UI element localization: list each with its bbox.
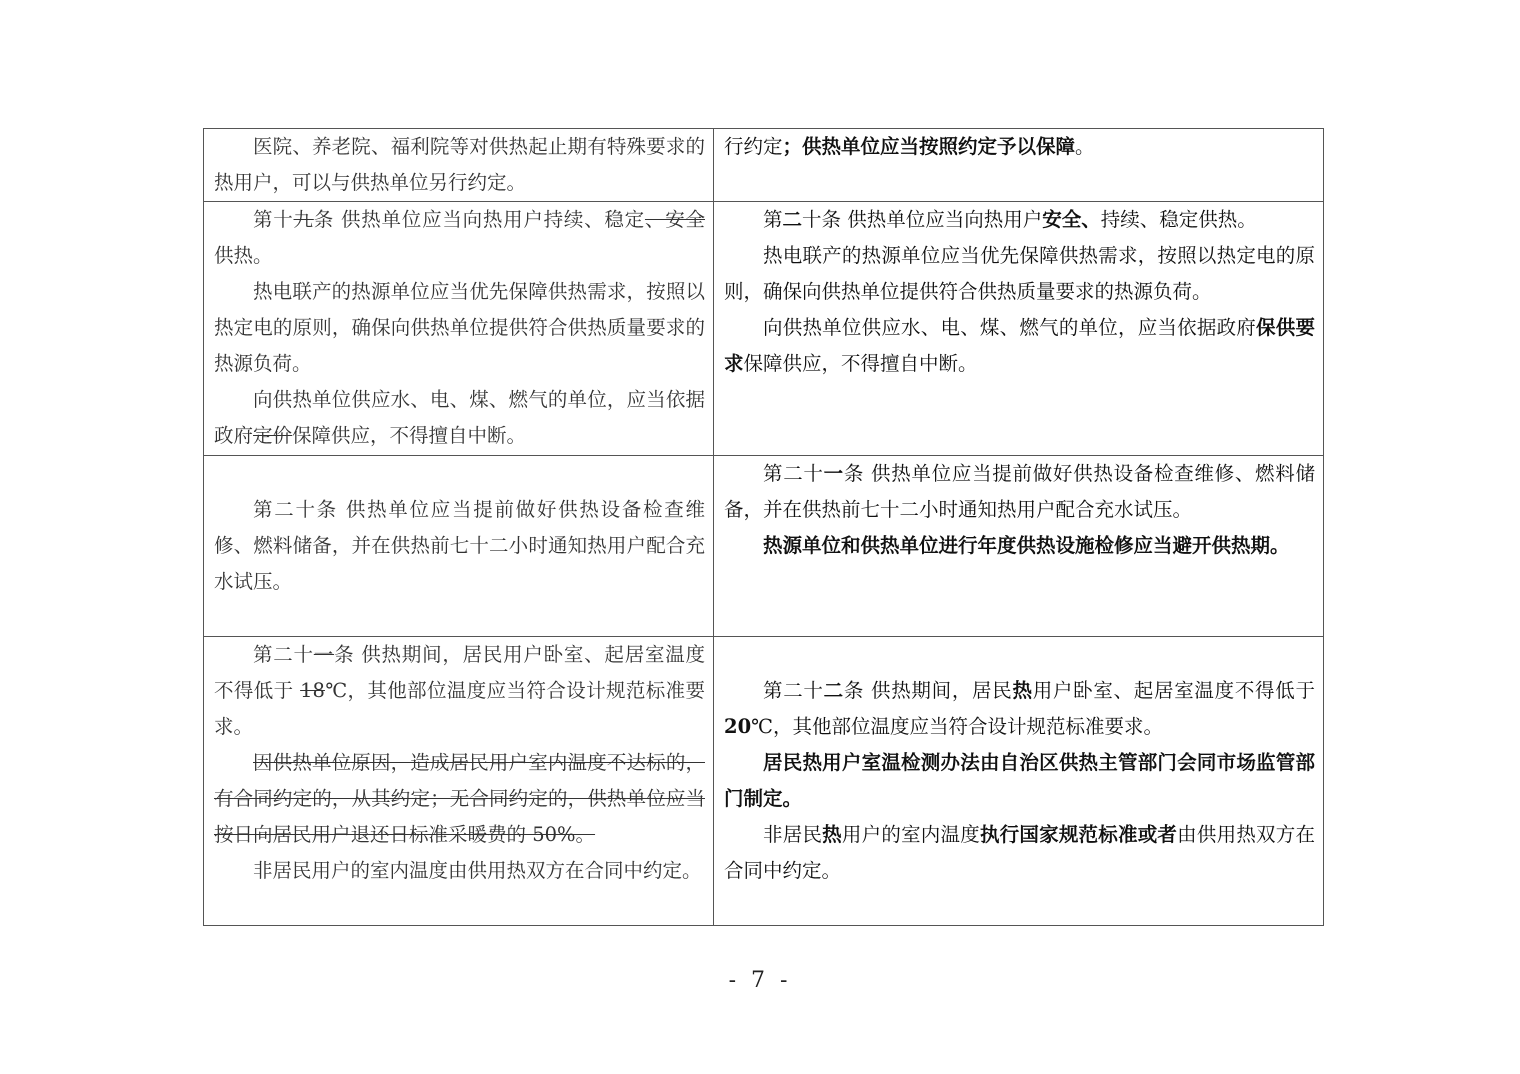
added-text: 居民热用户室温检测办法由自治区供热主管部门会同市场监管部门制定。 (724, 751, 1315, 810)
added-text: 二 (782, 208, 803, 231)
paragraph-text: 条 供热单位应当向热用户持续、稳定 (313, 208, 645, 231)
paragraph (724, 673, 1315, 745)
page-number: - 7 - (728, 968, 792, 993)
original-text-cell (204, 202, 714, 456)
paragraph-text: 非居民用户的室内温度由供用热双方在合同中约定。 (253, 859, 702, 882)
table-row (204, 456, 1324, 637)
paragraph-text: 行约定 (724, 135, 783, 158)
paragraph (724, 817, 1315, 889)
paragraph (724, 456, 1315, 528)
paragraph-text: 用户卧室、起居室温度不得低于 (1032, 679, 1315, 702)
paragraph (724, 310, 1315, 382)
table-row (204, 202, 1324, 456)
paragraph-text: 十条 供热单位应当向热用户 (802, 208, 1043, 231)
paragraph-text: 第十 (253, 208, 294, 231)
paragraph-text: 向供热单位供应水、电、煤、燃气的单位，应当依据政府 (214, 388, 705, 447)
deleted-text: 定价 (253, 424, 293, 447)
paragraph-text: 条 供热单位应当提前做好供热设备检查维修、燃料储备，并在供热前七十二小时通知热用户配合充水试压。 (724, 462, 1315, 521)
paragraph (214, 492, 705, 600)
paragraph (214, 382, 705, 454)
paragraph-text: 热电联产的热源单位应当优先保障供热需求，按照以热定电的原则，确保向供热单位提供符合供热质量要求的热源负荷。 (724, 244, 1315, 303)
revised-text-cell (714, 637, 1324, 926)
paragraph-text: 供热。 (214, 244, 273, 267)
deleted-text: 一 (313, 643, 335, 666)
original-text-cell (204, 456, 714, 637)
revised-text-cell (714, 456, 1324, 637)
revised-text-cell (714, 129, 1324, 202)
original-text-cell (204, 637, 714, 926)
paragraph-text: 第二十 (763, 462, 824, 485)
paragraph-text: ℃，其他部位温度应当符合设计规范标准要求。 (214, 679, 705, 738)
deleted-text: 18 (300, 679, 325, 702)
deleted-text: 、安全 (644, 208, 705, 231)
paragraph-text: 第 (763, 208, 783, 231)
added-text: 执行国家规范标准或者 (979, 823, 1178, 846)
added-text: 安全、 (1042, 208, 1101, 231)
original-text-cell (204, 129, 714, 202)
paragraph (724, 129, 1315, 165)
paragraph (214, 853, 705, 889)
table-row (204, 637, 1324, 926)
paragraph (214, 274, 705, 382)
paragraph-text: 第二十条 供热单位应当提前做好供热设备检查维修、燃料储备，并在供热前七十二小时通知热用户配合充水试压。 (214, 498, 705, 593)
paragraph (724, 238, 1315, 310)
paragraph-text: 医院、养老院、福利院等对供热起止期有特殊要求的热用户，可以与供热单位另行约定。 (214, 135, 705, 194)
added-text: 保供要求 (724, 316, 1315, 375)
paragraph-text: 由供用热双方在合同中约定。 (724, 823, 1315, 882)
added-text: 热 (822, 823, 842, 846)
paragraph (214, 129, 705, 201)
paragraph-text: 条 供热期间，居民 (843, 679, 1013, 702)
paragraph (214, 202, 705, 274)
paragraph-text: 用户的室内温度 (841, 823, 980, 846)
paragraph (724, 202, 1315, 238)
deleted-text: 九 (293, 208, 314, 231)
paragraph (214, 745, 705, 853)
paragraph (724, 745, 1315, 817)
paragraph-text: ℃，其他部位温度应当符合设计规范标准要求。 (751, 715, 1163, 738)
added-text: 一 (823, 462, 844, 485)
comparison-table (203, 128, 1324, 926)
added-text: 二 (823, 679, 844, 702)
table-row (204, 129, 1324, 202)
paragraph-text: 。 (1075, 135, 1095, 158)
added-text: 20 (724, 715, 752, 738)
added-text: 热源单位和供热单位进行年度供热设施检修应当避开供热期。 (763, 534, 1290, 557)
paragraph (724, 528, 1315, 564)
paragraph-text: 第二十 (253, 643, 314, 666)
added-text: 热 (1012, 679, 1033, 702)
paragraph-text: 第二十 (763, 679, 824, 702)
paragraph-text: 向供热单位供应水、电、煤、燃气的单位，应当依据政府 (763, 316, 1257, 339)
paragraph-text: 条 供热期间，居民用户卧室、起居室温度不得低于 (214, 643, 705, 702)
paragraph-text: 热电联产的热源单位应当优先保障供热需求，按照以热定电的原则，确保向供热单位提供符合供热质量要求的热源负荷。 (214, 280, 705, 375)
added-text: ；供热单位应当按照约定予以保障 (782, 135, 1076, 158)
revised-text-cell (714, 202, 1324, 456)
paragraph (214, 637, 705, 745)
paragraph-text: 保障供应，不得擅自中断。 (743, 352, 978, 375)
paragraph-text: 保障供应，不得擅自中断。 (292, 424, 527, 447)
paragraph-text: 持续、稳定供热。 (1100, 208, 1257, 231)
deleted-text: 因供热单位原因，造成居民用户室内温度不达标的，有合同约定的，从其约定；无合同约定的，供热单位应当按日向居民用户退还日标准采暖费的 50%。 (214, 751, 705, 846)
paragraph-text: 非居民 (763, 823, 823, 846)
